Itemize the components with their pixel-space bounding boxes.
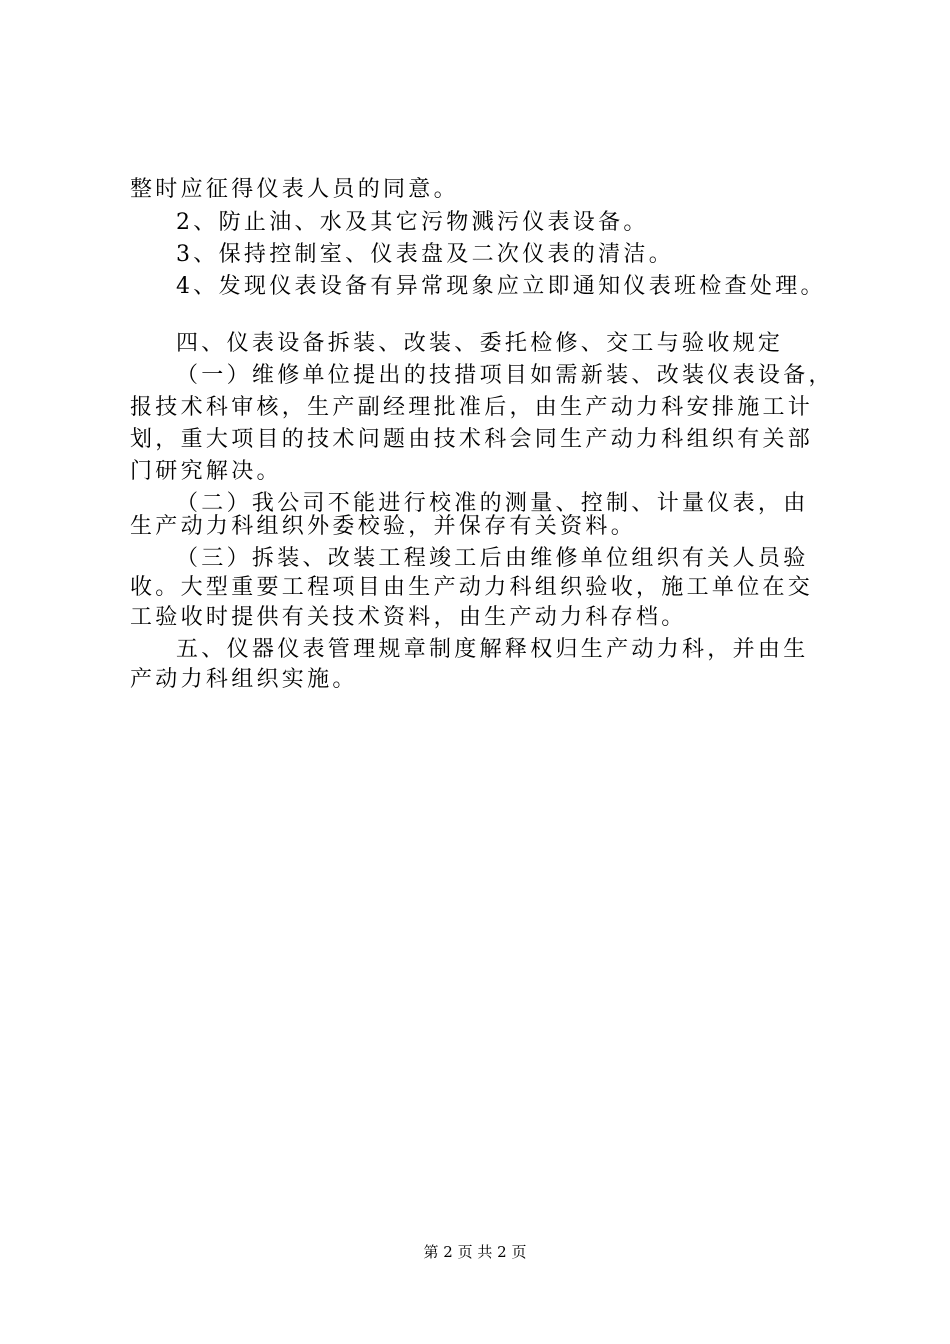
paragraph-line: 产动力科组织实施。 (130, 667, 358, 692)
paragraph-line: 4、发现仪表设备有异常现象应立即通知仪表班检查处理。 (176, 274, 826, 299)
paragraph-line: 门研究解决。 (130, 459, 282, 484)
paragraph-line: 生产动力科组织外委校验，并保存有关资料。 (130, 514, 637, 539)
paragraph-line: 五、仪器仪表管理规章制度解释权归生产动力科，并由生 (176, 637, 809, 662)
paragraph-line: 划，重大项目的技术问题由技术科会同生产动力科组织有关部 (130, 427, 814, 452)
paragraph-line: （一）维修单位提出的技措项目如需新装、改装仪表设备， (176, 363, 834, 388)
page-number-footer: 第 2 页 共 2 页 (423, 1243, 527, 1261)
section-heading: 四、仪表设备拆装、改装、委托检修、交工与验收规定 (176, 331, 784, 356)
paragraph-line: 2、防止油、水及其它污物溅污仪表设备。 (176, 210, 649, 235)
paragraph-line: 工验收时提供有关技术资料，由生产动力科存档。 (130, 605, 687, 630)
paragraph-line: 报技术科审核，生产副经理批准后，由生产动力科安排施工计 (130, 395, 814, 420)
paragraph-line: 收。大型重要工程项目由生产动力科组织验收，施工单位在交 (130, 575, 814, 600)
paragraph-line: 3、保持控制室、仪表盘及二次仪表的清洁。 (176, 242, 674, 267)
paragraph-line: （三）拆装、改装工程竣工后由维修单位组织有关人员验 (176, 546, 809, 571)
paragraph-line: （二）我公司不能进行校准的测量、控制、计量仪表，由 (176, 491, 809, 516)
paragraph-line: 整时应征得仪表人员的同意。 (130, 177, 459, 202)
